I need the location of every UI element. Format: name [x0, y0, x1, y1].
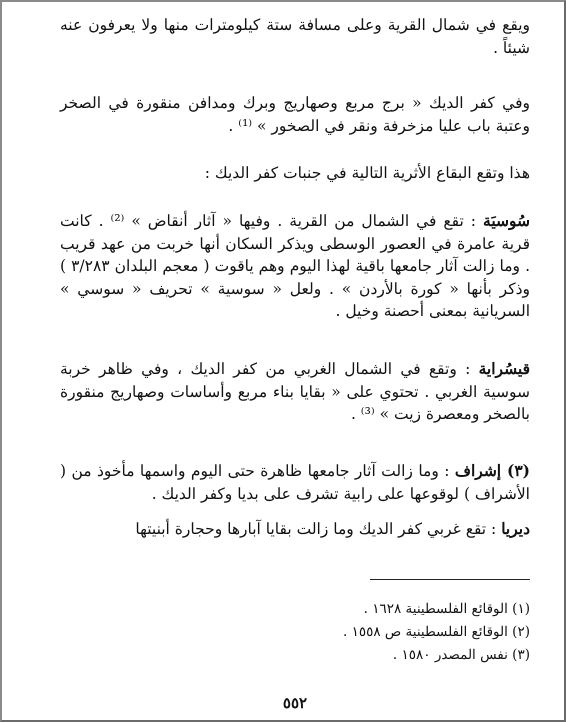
- footnote-separator: [370, 579, 530, 580]
- entry-susiya: [60, 210, 530, 323]
- paragraph-intro: ويقع في شمال القرية وعلى مسافة ستة كيلومترات منها ولا يعرفون عنه شيئاً .: [60, 16, 530, 57]
- paragraph-kafr-al-dik: وفي كفر الديك « برج مربع وصهاريج وبرك ومدافن منقورة في الصخر وعتبة باب عليا مزخرفة ونقر في الصخور » ⁽¹⁾ .: [60, 94, 530, 135]
- entry-text: : وما زالت آثار جامعها ظاهرة حتى اليوم واسمها مأخوذ من ( الأشراف ) لوقوعها على رابية تشرف على بديا وكفر الديك .: [60, 462, 530, 503]
- footnote-2: (٢) الوقائع الفلسطينية ص ١٥٥٨ .: [343, 624, 530, 640]
- entry-term: ديريا: [501, 519, 530, 538]
- entry-term: قيسُراية: [478, 359, 530, 378]
- entry-text: : وتقع في الشمال الغربي من كفر الديك ، وفي ظاهر خربة سوسية الغربي . تحتوي على « بقايا بناء مربع وأساسات وصهاريج منقورة بالصخر ومعصرة زيت » ⁽³⁾ .: [60, 360, 530, 424]
- entry-dirya: [60, 518, 530, 541]
- page-number: ٥٥٢: [282, 694, 308, 712]
- paragraph-sites-heading: هذا وتقع البقاع الأثرية التالية في جنبات كفر الديك :: [204, 164, 530, 182]
- footnote-3: (٣) نفس المصدر ١٥٨٠ .: [392, 647, 530, 663]
- entry-qaysuraya: [60, 358, 530, 426]
- footnotes: [60, 598, 530, 667]
- entry-text: : تقع غربي كفر الديك وما زالت بقايا آبارها وحجارة أبنيتها: [135, 520, 502, 538]
- footnote-1: (١) الوقائع الفلسطينية ١٦٢٨ .: [363, 601, 530, 617]
- entry-text: : تقع في الشمال من القرية . وفيها « آثار أنقاض » ⁽²⁾ . كانت قرية عامرة في العصور الوسطى ويذكر السكان أنها خربت من عهد قريب . وما زالت آثار جامعها باقية لهذا اليوم وهم ياقوت ( معجم البلدان ٣/٢٨٣ ) وذكر بأنها « كورة بالأردن » . ولعل « سوسية » تحريف « سوسي » السريانية بمعنى أحصنة وخيل .: [60, 212, 530, 321]
- entry-ishraf: [60, 460, 530, 505]
- entry-term: (٣) إشراف: [454, 461, 530, 480]
- entry-term: سُوسيَة: [483, 211, 530, 230]
